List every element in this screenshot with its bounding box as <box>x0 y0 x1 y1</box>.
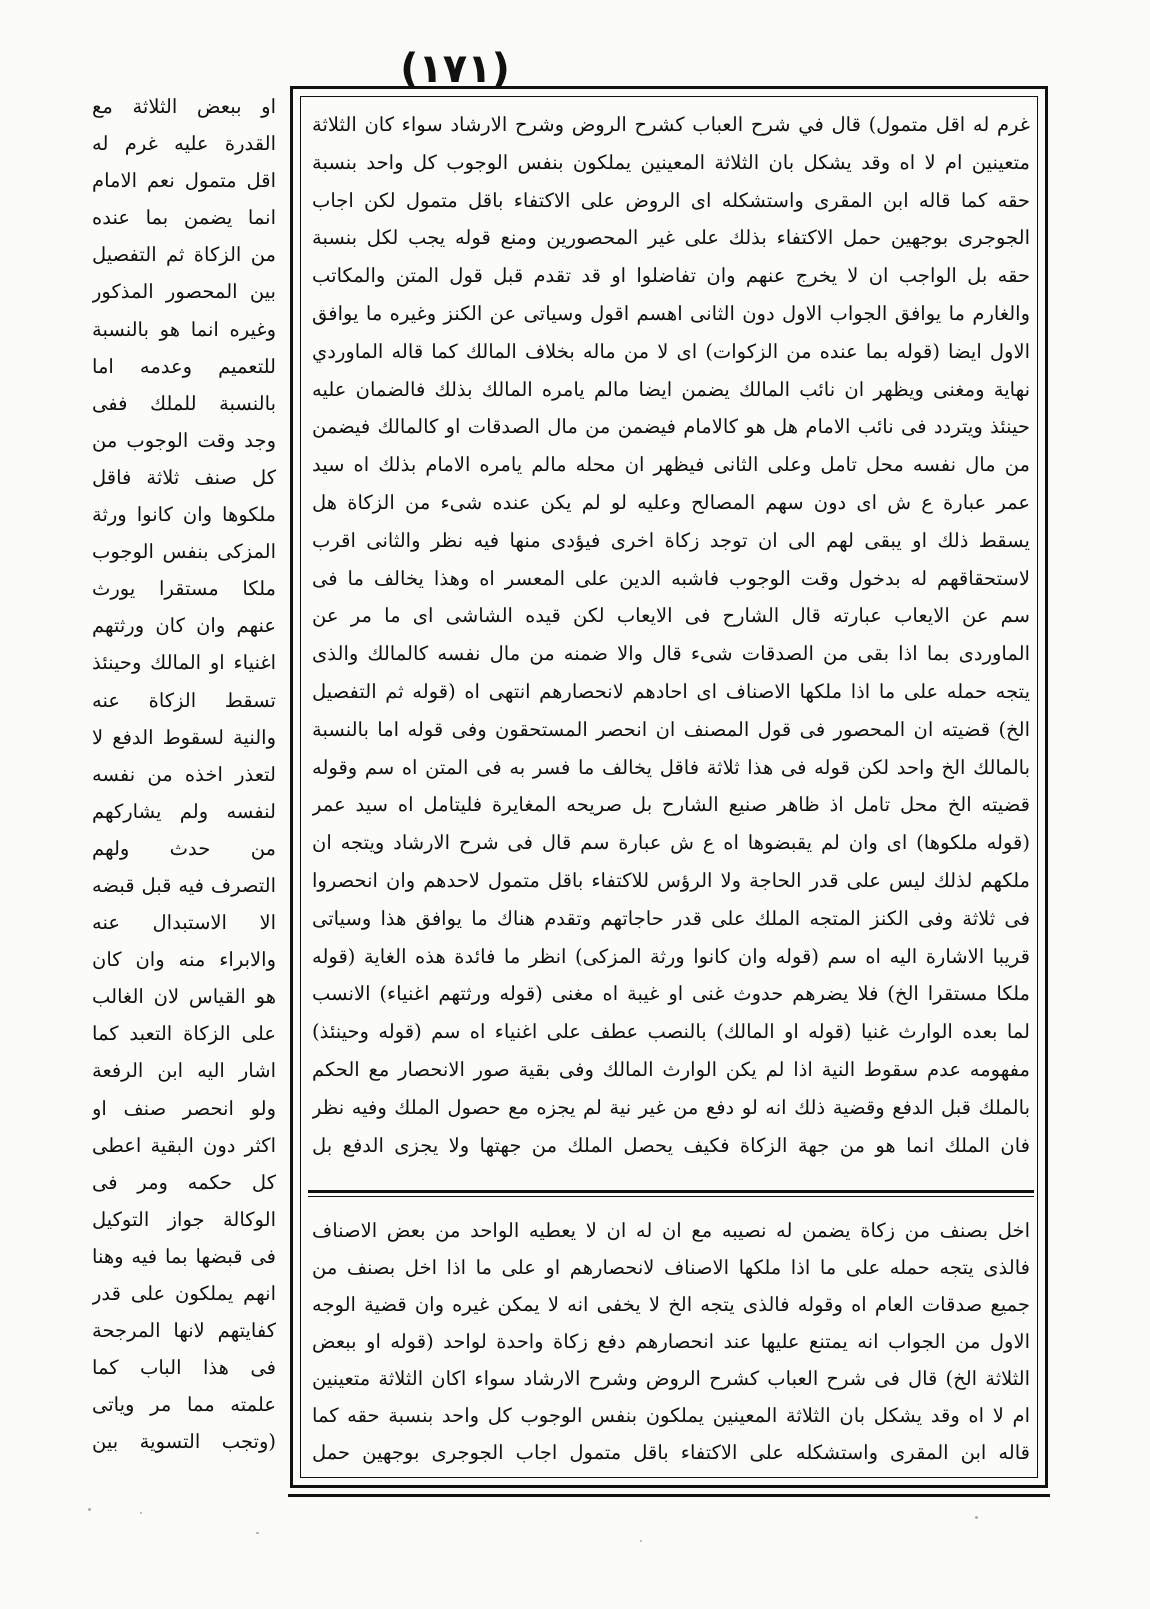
scan-speck <box>975 1516 978 1519</box>
scan-speck <box>640 1540 642 1542</box>
commentary-lower-block: اخل بصنف من زكاة يضمن له نصيبه مع ان له ان لا يعطيه الواحد من بعض الاصناف فالذى يتجه حمله على ما اذا ملكها الاصناف لانحصارهم او على ما اذا اخل بصنف من جميع صدقات العام اه وقوله فالذى يتجه الخ لا يخفى انه لا يمكن غيره وان قضية الوجه الاول من الجواب انه يمتنع عليها عند انحصارهم دفع زكاة واحدة لواحد (قوله او ببعض الثلاثة الخ) قال فى شرح العباب كشرح الروض وشرح الارشاد سواء اكان الثلاثة متعينين ام لا اه وقد يشكل بان الثلاثة المعينين يملكون بنفس الوجوب كل واحد بنسبة حقه كما قاله ابن المقرى واستشكله على الاكتفاء باقل متمول اجاب الجوجرى بوجهين حمل <box>312 1219 1030 1464</box>
section-divider <box>308 1190 1034 1193</box>
scan-speck <box>256 1532 259 1534</box>
bottom-rule <box>288 1494 1050 1497</box>
scan-speck <box>140 1512 142 1514</box>
section-divider-thin <box>308 1196 1034 1197</box>
page-number: (١٧١) <box>400 46 510 92</box>
commentary-upper-block: غرم له اقل متمول) قال في شرح العباب كشرح الروض وشرح الارشاد سواء كان الثلاثة متعينين ام لا اه وقد يشكل بان الثلاثة المعينين يملكون بنفس الوجوب كل واحد بنسبة حقه كما قاله ابن المقرى واستشكله اى الروض على الاكتفاء باقل متمول لكن اجاب الجوجرى بوجهين حمل الاكتفاء بذلك على غير المحصورين ومنع قوله يجب لكل بنسبة حقه بل الواجب ان لا يخرج عنهم وان تفاضلوا او قد تقدم قبل قول المتن والمكاتب والغارم ما يوافق الجواب الاول دون الثانى اهسم اقول وسياتى عن الكنز وغيره ما يوافق الاول ايضا (قوله بما عنده من الزكوات) اى لا من ماله بخلاف المالك كما قاله الماوردي نهاية ومغنى ويظهر ان نائب المالك يضمن ايضا مالم يامره المالك بذلك فالضمان عليه حينئذ ويتردد فى نائب الامام هل هو كالامام فيضمن من مال الصدقات او كالمالك فيضمن من مال نفسه محل تامل وعلى الثانى فيظهر ان محله مالم يامره الامام بذلك اه سيد عمر عبارة ع ش اى دون سهم المصالح وعليه لو لم يكن عنده شىء من الزكاة هل يسقط ذلك او يبقى لهم الى ان توجد زكاة اخرى فيؤدى منها فيه نظر والثانى اقرب لاستحقاقهم له بدخول وقت الوجوب فاشبه الدين على المعسر اه وهذا يخالف ما فى سم عن الايعاب عبارته قال الشارح فى الايعاب لكن قيده الشاشى اى ما مر عن الماوردى بما اذا بقى من الصدقات شىء قال والا ضمنه من مال نفسه كالمالك والذى يتجه حمله على ما اذا ملكها الاصناف اى احادهم لانحصارهم انتهى اه (قوله ثم التفصيل الخ) قضيته ان المحصور فى قول المصنف ان انحصر المستحقون وفى قوله اما بالنسبة بالمالك الخ واحد لكن قوله فى هذا ثلاثة فاقل يخالف ما فسر به فى المتن اه سم وقوله قضيته الخ محل تامل اذ ظاهر صنيع الشارح بل صريحه المغايرة فليتامل اه سيد عمر (قوله ملكوها) اى وان لم يقبضوها اه ع ش عبارة سم قال فى شرح الارشاد ويتجه ان ملكهم لذلك ليس على قدر الحاجة ولا الرؤس للاكتفاء باقل متمول لاحدهم وان انحصروا فى ثلاثة وفى الكنز المتجه الملك على قدر حاجاتهم وتقدم هناك ما يوافق هذا وسياتى قريبا الاشارة اليه اه سم (قوله وان كانوا ورثة المزكى) انظر ما فائدة هذه الغاية (قوله ملكا مستقرا الخ) فلا يضرهم حدوث غنى او غيبة اه مغنى (قوله ورثتهم اغنياء) الانسب لما بعده الوارث غنيا (قوله او المالك) بالنصب عطف على اغنياء اه سم (قوله وحينئذ) مفهومه عدم سقوط النية اذا لم يكن الوارث المالك وفى بقية صور الانحصار مع الحكم بالملك قبل الدفع وقضية ذلك انه لو دفع من غير نية لم يجزه مع حصول الملك وفيه نظر فان الملك انما هو من جهة الزكاة فكيف يحصل الملك من جهتها ولا يجزى الدفع بل <box>312 113 1030 1157</box>
margin-main-text: او ببعض الثلاثة مع القدرة عليه غرم له اقل متمول نعم الامام انما يضمن بما عنده من الزكاة ثم التفصيل بين المحصور المذكور وغيره انما هو بالنسبة للتعميم وعدمه اما بالنسبة للملك ففى وجد وقت الوجوب من كل صنف ثلاثة فاقل ملكوها وان كانوا ورثة المزكى بنفس الوجوب ملكا مستقرا يورث عنهم وان كان ورثتهم اغنياء او المالك وحينئذ تسقط الزكاة عنه والنية لسقوط الدفع لا لتعذر اخذه من نفسه لنفسه ولم يشاركهم من حدث ولهم التصرف فيه قبل قبضه الا الاستبدال عنه والابراء منه وان كان هو القياس لان الغالب على الزكاة التعبد كما اشار اليه ابن الرفعة ولو انحصر صنف او اكثر دون البقية اعطى كل حكمه ومر فى الوكالة جواز التوكيل فى قبضها بما فيه وهنا انهم يملكون على قدر كفايتهم لانها المرجحة فى هذا الباب كما علمته مما مر وياتى (وتجب التسوية بين <box>92 95 276 1454</box>
scan-speck <box>88 1508 91 1511</box>
